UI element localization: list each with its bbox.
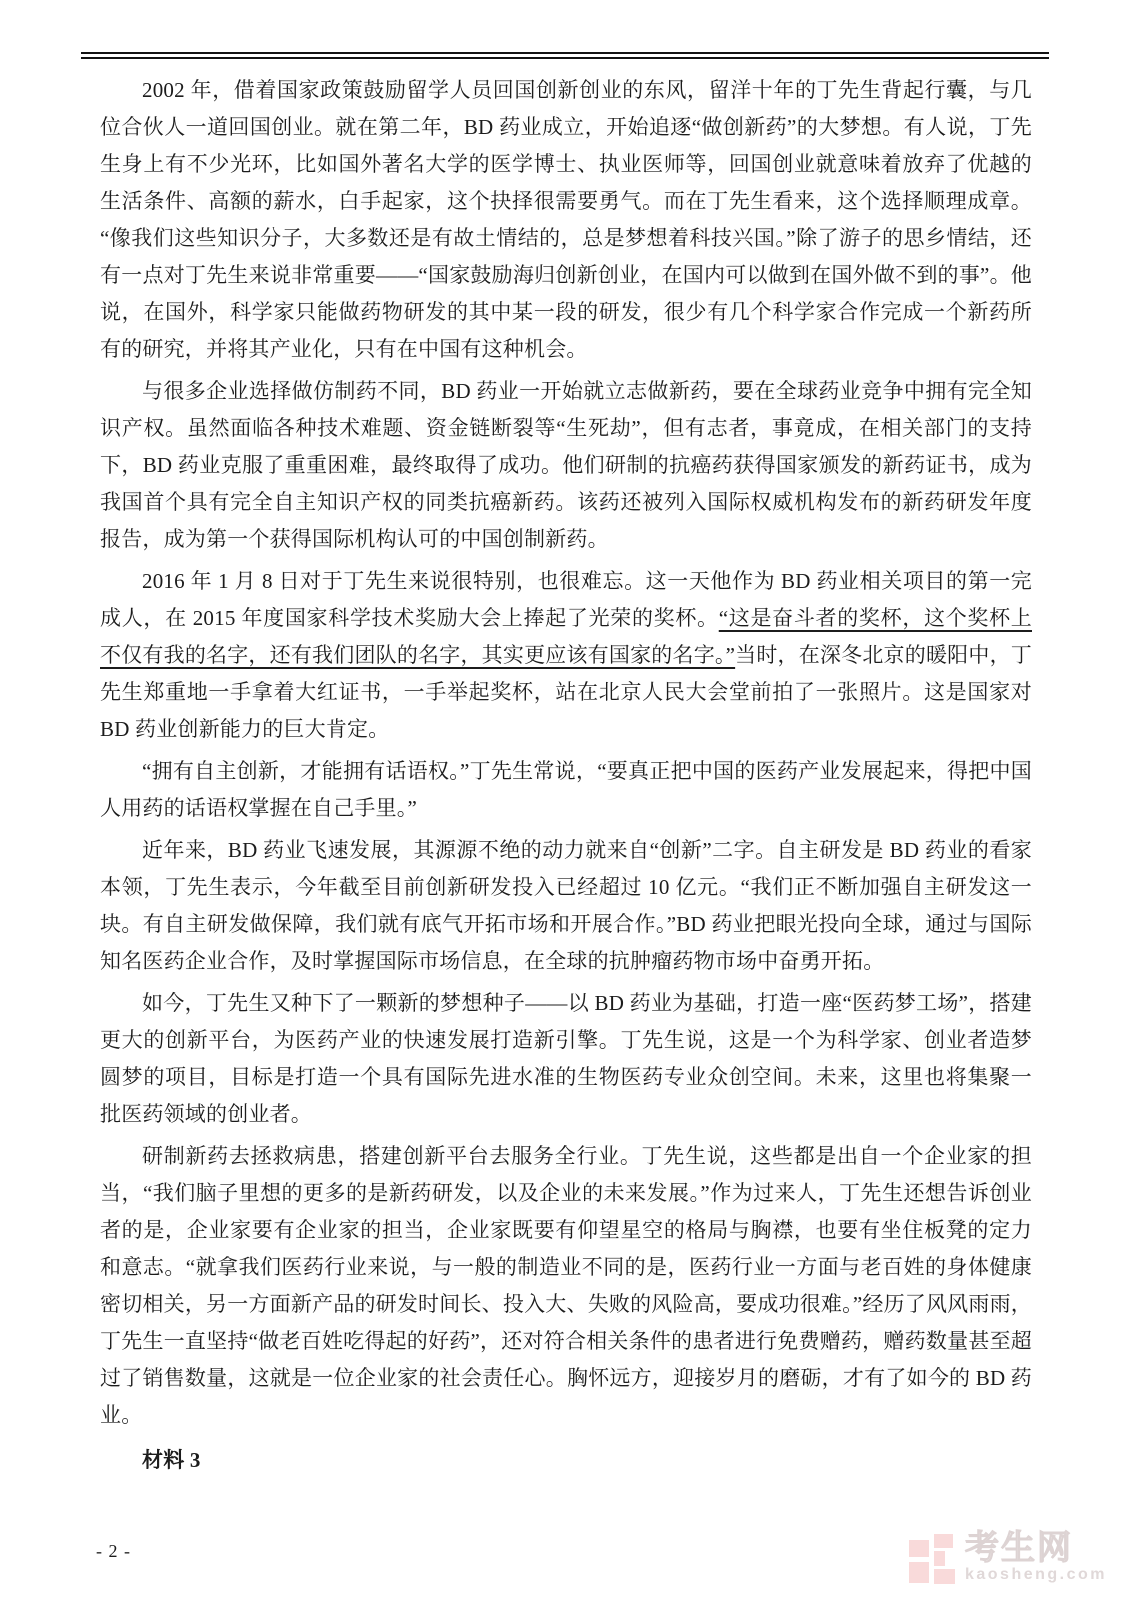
body-paragraph: 研制新药去拯救病患，搭建创新平台去服务全行业。丁先生说，这些都是出自一个企业家的担当，“我们脑子里想的更多的是新药研发，以及企业的未来发展。”作为过来人，丁先生还想告诉创业者的是，企业家要有企业家的担当，企业家既要有仰望星空的格局与胸襟，也要有坐住板凳的定力和意志。“就拿我们医药行业来说，与一般的制造业不同的是，医药行业一方面与老百姓的身体健康密切相关，另一方面新产品的研发时间长、投入大、失败的风险高，要成功很难。”经历了风风雨雨，丁先生一直坚持“做老百姓吃得起的好药”，还对符合相关条件的患者进行免费赠药，赠药数量甚至超过了销售数量，这就是一位企业家的社会责任心。胸怀远方，迎接岁月的磨砺，才有了如今的 BD 药业。 xyxy=(100,1144,1032,1427)
body-paragraph: “拥有自主创新，才能拥有话语权。”丁先生常说，“要真正把中国的医药产业发展起来，得把中国人用药的话语权掌握在自己手里。” xyxy=(100,759,1032,820)
watermark-site-domain: kaosheng.com xyxy=(964,1566,1107,1583)
paragraph-text: 当时，在深冬北京的暖阳中，丁先生郑重地一手拿着大红证书，一手举起奖杯，站在北京人民大会堂前拍了一张照片。这是国家对 BD 药业创新能力的巨大肯定。 xyxy=(100,643,1032,741)
body-paragraph: 近年来，BD 药业飞速发展，其源源不绝的动力就来自“创新”二字。自主研发是 BD 药业的看家本领，丁先生表示，今年截至目前创新研发投入已经超过 10 亿元。“我们正不断加强自主研发这一块。有自主研发做保障，我们就有底气开拓市场和开展合作。”BD 药业把眼光投向全球，通过与国际知名医药企业合作，及时掌握国际市场信息，在全球的抗肿瘤药物市场中奋勇开拓。 xyxy=(100,838,1032,973)
header-double-rule xyxy=(81,52,1049,59)
body-paragraph xyxy=(100,563,1032,748)
page-number: - 2 - xyxy=(96,1541,131,1561)
kaosheng-logo-icon xyxy=(909,1534,955,1584)
paragraph-text: 2016 年 1 月 8 日对于丁先生来说很特别，也很难忘。这一天他作为 BD 药业相关项目的第一完成人，在 2015 年度国家科学技术奖励大会上捧起了光荣的奖杯。 xyxy=(100,569,1032,630)
body-paragraph: 2002 年，借着国家政策鼓励留学人员回国创新创业的东风，留洋十年的丁先生背起行囊，与几位合伙人一道回国创业。就在第二年，BD 药业成立，开始追逐“做创新药”的大梦想。有人说，丁先生身上有不少光环，比如国外著名大学的医学博士、执业医师等，回国创业就意味着放弃了优越的生活条件、高额的薪水，白手起家，这个抉择很需要勇气。而在丁先生看来，这个选择顺理成章。“像我们这些知识分子，大多数还是有故土情结的，总是梦想着科技兴国。”除了游子的思乡情结，还有一点对丁先生来说非常重要——“国家鼓励海归创新创业，在国内可以做到在国外做不到的事”。他说，在国外，科学家只能做药物研发的其中某一段的研发，很少有几个科学家合作完成一个新药所有的研究，并将其产业化，只有在中国有这种机会。 xyxy=(100,78,1032,361)
material-heading: 材料 3 xyxy=(142,1448,201,1472)
watermark-site-name: 考生网 xyxy=(964,1529,1073,1567)
body-paragraph: 如今，丁先生又种下了一颗新的梦想种子——以 BD 药业为基础，打造一座“医药梦工场”，搭建更大的创新平台，为医药产业的快速发展打造新引擎。丁先生说，这是一个为科学家、创业者造梦圆梦的项目，目标是打造一个具有国际先进水准的生物医药专业众创空间。未来，这里也将集聚一批医药领域的创业者。 xyxy=(100,991,1032,1126)
body-paragraph: 与很多企业选择做仿制药不同，BD 药业一开始就立志做新药，要在全球药业竞争中拥有完全知识产权。虽然面临各种技术难题、资金链断裂等“生死劫”，但有志者，事竟成，在相关部门的支持下，BD 药业克服了重重困难，最终取得了成功。他们研制的抗癌药获得国家颁发的新药证书，成为我国首个具有完全自主知识产权的同类抗癌新药。该药还被列入国际权威机构发布的新药研发年度报告，成为第一个获得国际机构认可的中国创制新药。 xyxy=(100,379,1032,551)
site-watermark xyxy=(909,1531,1107,1584)
watermark-text xyxy=(965,1531,1107,1584)
document-body xyxy=(100,72,1032,1479)
underlined-quote: “这是奋斗者的奖杯，这个奖杯上不仅有我的名字，还有我们团队的名字，其实更应该有国家的名字。” xyxy=(100,606,1032,667)
